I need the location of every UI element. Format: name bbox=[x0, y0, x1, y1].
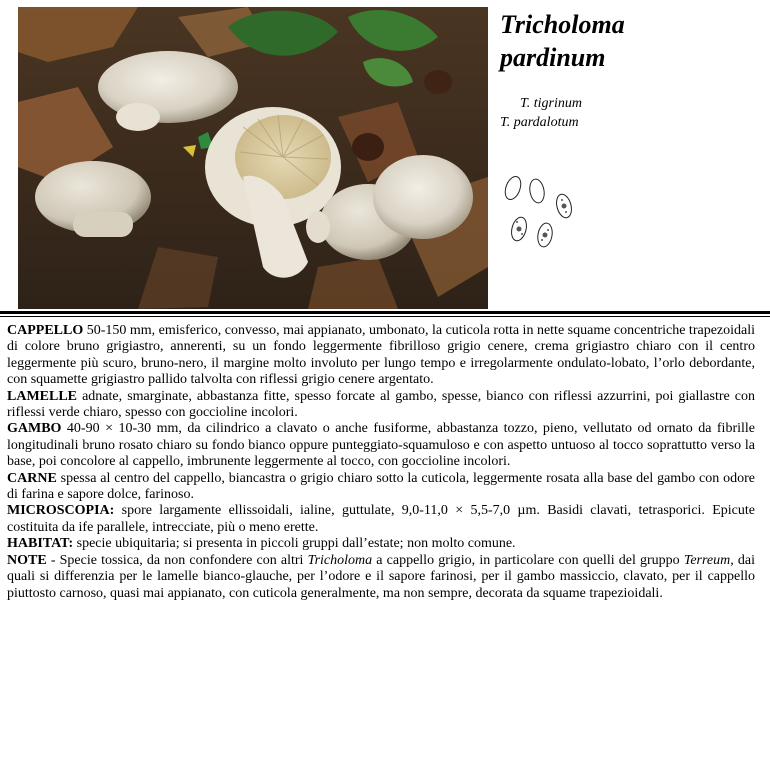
section-text: spore largamente ellissoidali, ialine, guttulate, 9,0-11,0 × 5,5-7,0 µm. Basidi clavati, tetrasporici. Epicute costituita da ife parallele, intrecciate, più o meno erette. bbox=[7, 503, 755, 535]
species-name: pardinum bbox=[500, 43, 606, 72]
section-label: CAPPELLO bbox=[7, 323, 84, 338]
species-title bbox=[500, 8, 760, 74]
synonym-item: T. tigrinum bbox=[520, 96, 582, 111]
genus-name: Tricholoma bbox=[500, 10, 625, 39]
group-reference: Terreum, bbox=[683, 552, 734, 568]
divider-thin bbox=[0, 316, 770, 317]
section-label: NOTE bbox=[7, 552, 47, 568]
section-cappello bbox=[7, 323, 755, 389]
section-label: MICROSCOPIA: bbox=[7, 503, 115, 519]
section-carne bbox=[7, 471, 755, 504]
section-text: adnate, smarginate, abbastanza fitte, spesso forcate al gambo, spesse, bianco con riflessi azzurrini, poi giallastre con riflessi verde chiaro, spesso con goccioline incolori. bbox=[7, 388, 755, 421]
synonym-list bbox=[500, 94, 760, 132]
mushroom-photo bbox=[18, 7, 488, 309]
section-label: LAMELLE bbox=[7, 388, 78, 404]
synonym-item: T. pardalotum bbox=[500, 115, 579, 130]
section-text: spessa al centro del cappello, biancastra o grigio chiaro sotto la cuticola, leggermente rosata alla base del gambo con odore di farina e sapore dolce, farinoso. bbox=[7, 470, 755, 503]
section-note bbox=[7, 553, 755, 602]
spore-drawing-icon bbox=[502, 170, 576, 254]
species-description bbox=[7, 323, 755, 602]
section-text: dai quali si differenzia per le lamelle bianco-glauche, per l’odore e il sapore farinosi, per il gambo massiccio, clavato, per il cappello piuttosto carnoso, quasi mai appianato, con cuticola generalmente, ma non sempre, decorata da squame trapezioidali. bbox=[7, 552, 755, 601]
section-text: a cappello grigio, in particolare con quelli del gruppo bbox=[372, 552, 684, 568]
section-text: specie ubiquitaria; si presenta in piccoli gruppi dall’estate; non molto comune. bbox=[73, 536, 516, 552]
section-label: GAMBO bbox=[7, 421, 62, 437]
section-microscopia bbox=[7, 503, 755, 536]
genus-reference: Tricholoma bbox=[307, 552, 373, 568]
section-text: - Specie tossica, da non confondere con altri bbox=[46, 552, 308, 568]
section-label: HABITAT: bbox=[7, 536, 74, 552]
section-label: CARNE bbox=[7, 470, 57, 486]
section-text: 40-90 × 10-30 mm, da cilindrico a clavato o anche fusiforme, abbastanza tozzo, pieno, vellutato od ornato da fibrille longitudinali bruno rosato chiaro su fondo bianco oppure punteggiato-squamuloso e con aspetto untuoso al tocco soprattutto verso la base, poi concolore al cappello, imbrunente leggermente al tocco, con goccioline incolori. bbox=[7, 421, 755, 470]
section-gambo bbox=[7, 421, 755, 470]
divider-thick bbox=[0, 311, 770, 314]
section-text: 50-150 mm, emisferico, convesso, mai appianato, umbonato, la cuticola rotta in nette squame concentriche trapezoidali di colore bruno grigiastro, annerenti, su un fondo leggermente fibrilloso grigio cenere, crema grigiastro chiaro con il centro leggermente più scuro, bruno-nero, il margine molto involuto per lungo tempo e irregolarmente ondulato-lobato, l’orlo debordante, con squamette grigiastro pallido talvolta con riflessi grigio cenere argentato. bbox=[7, 323, 756, 388]
section-habitat bbox=[7, 536, 755, 552]
section-lamelle bbox=[7, 389, 755, 422]
